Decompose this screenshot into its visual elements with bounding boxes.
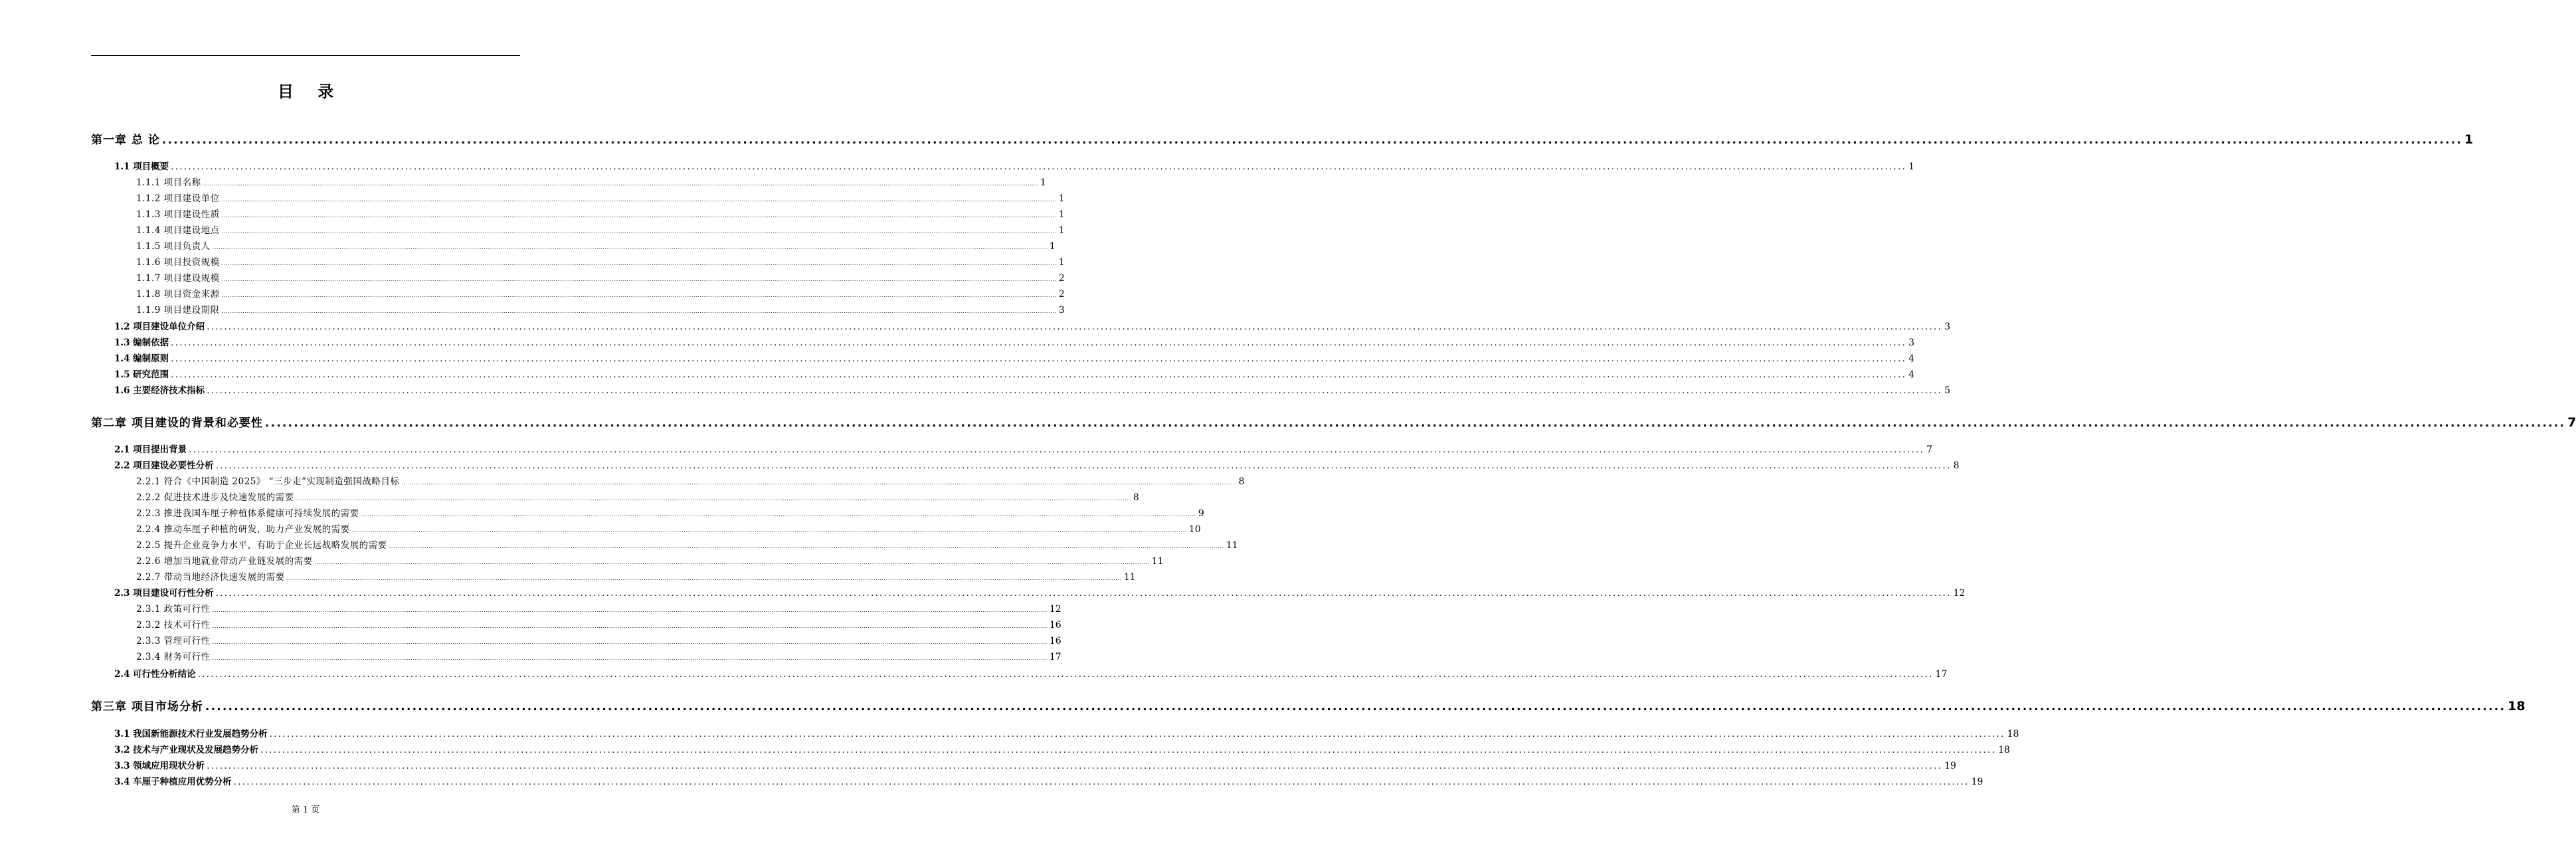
toc-entry-label: 1.1 项目概要	[114, 161, 169, 172]
toc-dot-leader: ................................................................................................................................................................................................................................................................................................................................................................................................................	[221, 197, 1057, 203]
toc-entry-page-number: 3	[1908, 337, 1915, 348]
toc-section-entry[interactable]	[114, 335, 1915, 348]
toc-subsection-entry[interactable]	[136, 254, 1065, 268]
toc-subsection-entry[interactable]	[136, 474, 1245, 487]
toc-entry-page-number: 7	[1926, 444, 1933, 455]
toc-entry-label: 1.4 编制原则	[114, 353, 169, 364]
toc-section-entry[interactable]	[114, 319, 1951, 332]
toc-section-entry[interactable]	[114, 159, 1915, 172]
toc-section-entry[interactable]	[114, 742, 2010, 755]
toc-entry-label: 2.2.6 增加当地就业带动产业链发展的需要	[136, 556, 313, 567]
toc-entry-page-number: 16	[1049, 620, 1061, 630]
toc-entry-label: 1.1.4 项目建设地点	[136, 225, 220, 236]
toc-subsection-entry[interactable]	[136, 649, 1061, 662]
toc-entry-label: 3.2 技术与产业现状及发展趋势分析	[114, 745, 259, 755]
toc-entry-page-number: 18	[1998, 745, 2010, 755]
toc-entry-label: 1.1.7 项目建设规模	[136, 273, 220, 284]
toc-dot-leader: ................................................................................................................................................................................................................................................................................................................................................................................................................	[221, 292, 1057, 298]
toc-title: 目 录	[277, 82, 343, 101]
toc-entry-page-number: 8	[1133, 492, 1139, 503]
toc-dot-leader: ................................................................................................................................................................................................................................................................................................................................................................................................................	[197, 670, 1934, 680]
toc-entry-page-number: 17	[1935, 669, 1948, 680]
toc-subsection-entry[interactable]	[136, 490, 1139, 503]
toc-entry-label: 2.2 项目建设必要性分析	[114, 460, 214, 471]
toc-entry-label: 2.2.7 带动当地经济快速发展的需要	[136, 572, 285, 583]
toc-dot-leader: ................................................................................................................................................................................................................................................................................................................................................................................................................	[215, 461, 1952, 471]
toc-dot-leader: ................................................................................................................................................................................................................................................................................................................................................................................................................	[212, 244, 1048, 250]
toc-dot-leader: ................................................................................................................................................................................................................................................................................................................................................................................................................	[203, 181, 1038, 187]
toc-dot-leader: ................................................................................................................................................................................................................................................................................................................................................................................................................	[221, 260, 1057, 266]
toc-entry-label: 第一章 总 论	[91, 134, 160, 147]
toc-section-entry[interactable]	[114, 585, 1966, 599]
toc-section-entry[interactable]	[114, 758, 1956, 771]
toc-subsection-entry[interactable]	[136, 286, 1065, 300]
toc-entry-label: 3.3 领域应用现状分析	[114, 761, 205, 771]
toc-subsection-entry[interactable]	[136, 569, 1136, 583]
page-footer: 第 1 页	[291, 805, 320, 815]
toc-entry-label: 3.4 车厘子种植应用优势分析	[114, 777, 232, 787]
toc-dot-leader: ................................................................................................................................................................................................................................................................................................................................................................................................................	[221, 213, 1057, 219]
toc-entry-label: 1.1.6 项目投资规模	[136, 257, 220, 268]
toc-entry-page-number: 1	[1040, 177, 1046, 188]
toc-entry-label: 2.3.4 财务可行性	[136, 652, 211, 662]
toc-entry-page-number: 8	[1238, 476, 1245, 487]
toc-subsection-entry[interactable]	[136, 537, 1238, 551]
toc-dot-leader: ................................................................................................................................................................................................................................................................................................................................................................................................................	[171, 370, 1907, 380]
toc-entry-page-number: 2	[1058, 273, 1065, 284]
toc-dot-leader: ................................................................................................................................................................................................................................................................................................................................................................................................................	[212, 655, 1048, 661]
toc-entry-label: 1.5 研究范围	[114, 369, 169, 380]
toc-chapter-entry[interactable]	[91, 413, 2576, 431]
toc-dot-leader: ................................................................................................................................................................................................................................................................................................................................................................................................................	[207, 322, 1943, 332]
toc-dot-leader: ................................................................................................................................................................................................................................................................................................................................................................................................................	[221, 308, 1057, 314]
toc-subsection-entry[interactable]	[136, 175, 1046, 188]
toc-entry-page-number: 10	[1188, 524, 1201, 535]
toc-entry-label: 1.1.8 项目资金来源	[136, 289, 220, 300]
toc-entry-page-number: 1	[1058, 193, 1065, 204]
toc-entry-page-number: 16	[1049, 636, 1061, 646]
toc-subsection-entry[interactable]	[136, 191, 1065, 204]
toc-subsection-entry[interactable]	[136, 207, 1065, 220]
toc-entry-label: 2.1 项目提出背景	[114, 444, 187, 455]
toc-dot-leader: ................................................................................................................................................................................................................................................................................................................................................................................................................	[269, 729, 2005, 739]
toc-entry-page-number: 12	[1049, 604, 1061, 615]
toc-section-entry[interactable]	[114, 367, 1915, 380]
toc-dot-leader: ................................................................................................................................................................................................................................................................................................................................................................................................................	[401, 480, 1237, 486]
toc-entry-page-number: 1	[1058, 257, 1065, 268]
toc-dot-leader: ................................................................................................................................................................................................................................................................................................................................................................................................................	[207, 386, 1943, 396]
toc-section-entry[interactable]	[114, 726, 2019, 739]
toc-entry-page-number: 1	[2464, 132, 2474, 147]
toc-section-entry[interactable]	[114, 666, 1948, 680]
toc-entry-page-number: 11	[1226, 540, 1238, 551]
toc-entry-page-number: 1	[1058, 209, 1065, 220]
toc-entry-label: 2.2.2 促进技术进步及快速发展的需要	[136, 492, 294, 503]
toc-entry-page-number: 18	[2508, 699, 2526, 714]
toc-subsection-entry[interactable]	[136, 601, 1061, 615]
toc-entry-page-number: 19	[1971, 777, 1983, 787]
toc-dot-leader: ................................................................................................................................................................................................................................................................................................................................................................................................................	[212, 607, 1048, 613]
toc-dot-leader: ................................................................................................................................................................................................................................................................................................................................................................................................................	[361, 512, 1196, 518]
toc-entry-label: 2.4 可行性分析结论	[114, 669, 196, 680]
toc-entry-page-number: 8	[1953, 460, 1960, 471]
toc-chapter-entry[interactable]	[91, 697, 2526, 714]
toc-dot-leader: ................................................................................................................................................................................................................................................................................................................................................................................................................	[212, 623, 1048, 629]
toc-dot-leader: ................................................................................................................................................................................................................................................................................................................................................................................................................	[171, 162, 1907, 172]
toc-entry-label: 1.1.1 项目名称	[136, 177, 201, 188]
toc-entry-page-number: 3	[1944, 322, 1951, 332]
toc-entry-label: 2.2.3 推进我国车厘子种植体系健康可持续发展的需要	[136, 508, 359, 519]
toc-entry-page-number: 3	[1058, 305, 1065, 316]
toc-entry-label: 1.1.5 项目负责人	[136, 241, 211, 252]
toc-dot-leader: ................................................................................................................................................................................................................................................................................................................................................................................................................	[212, 639, 1048, 645]
toc-entry-label: 1.3 编制依据	[114, 337, 169, 348]
toc-entry-page-number: 1	[1049, 241, 1056, 252]
toc-subsection-entry[interactable]	[136, 239, 1056, 252]
toc-section-entry[interactable]	[114, 383, 1951, 396]
toc-chapter-entry[interactable]	[91, 130, 2474, 147]
toc-dot-leader: ................................................................................................................................................................................................................................................................................................................................................................................................................	[161, 134, 2463, 147]
toc-entry-label: 1.1.3 项目建设性质	[136, 209, 220, 220]
toc-entry-label: 2.3.1 政策可行性	[136, 604, 211, 615]
toc-dot-leader: ................................................................................................................................................................................................................................................................................................................................................................................................................	[215, 589, 1952, 599]
toc-section-entry[interactable]	[114, 774, 1983, 787]
toc-entry-label: 3.1 我国新能源技术行业发展趋势分析	[114, 729, 268, 739]
toc-section-entry[interactable]	[114, 442, 1933, 455]
toc-entry-page-number: 7	[2567, 415, 2576, 430]
toc-subsection-entry[interactable]	[136, 223, 1065, 236]
toc-dot-leader: ................................................................................................................................................................................................................................................................................................................................................................................................................	[207, 761, 1943, 771]
toc-entry-label: 1.6 主要经济技术指标	[114, 385, 205, 396]
toc-subsection-entry[interactable]	[136, 617, 1061, 630]
toc-entry-page-number: 2	[1058, 289, 1065, 300]
toc-entry-page-number: 9	[1198, 508, 1204, 519]
toc-entry-label: 1.2 项目建设单位介绍	[114, 322, 205, 332]
toc-dot-leader: ................................................................................................................................................................................................................................................................................................................................................................................................................	[296, 496, 1131, 502]
toc-entry-label: 2.3.3 管理可行性	[136, 636, 211, 646]
toc-dot-leader: ................................................................................................................................................................................................................................................................................................................................................................................................................	[286, 575, 1122, 581]
toc-dot-leader: ................................................................................................................................................................................................................................................................................................................................................................................................................	[314, 559, 1150, 565]
toc-dot-leader: ................................................................................................................................................................................................................................................................................................................................................................................................................	[221, 276, 1057, 282]
toc-dot-leader: ................................................................................................................................................................................................................................................................................................................................................................................................................	[171, 338, 1907, 348]
toc-dot-leader: ................................................................................................................................................................................................................................................................................................................................................................................................................	[264, 417, 2566, 430]
toc-subsection-entry[interactable]	[136, 633, 1061, 646]
toc-entry-page-number: 1	[1908, 161, 1915, 172]
toc-dot-leader: ................................................................................................................................................................................................................................................................................................................................................................................................................	[389, 543, 1224, 549]
toc-subsection-entry[interactable]	[136, 553, 1164, 567]
toc-subsection-entry[interactable]	[136, 270, 1065, 284]
toc-entry-page-number: 18	[2007, 729, 2019, 739]
toc-subsection-entry[interactable]	[136, 506, 1204, 519]
toc-section-entry[interactable]	[114, 351, 1915, 364]
toc-entry-label: 1.1.9 项目建设期限	[136, 305, 220, 316]
toc-entry-page-number: 11	[1123, 572, 1136, 583]
toc-dot-leader: ................................................................................................................................................................................................................................................................................................................................................................................................................	[171, 354, 1907, 364]
toc-dot-leader: ................................................................................................................................................................................................................................................................................................................................................................................................................	[205, 700, 2506, 714]
toc-entry-label: 第二章 项目建设的背景和必要性	[91, 417, 263, 430]
toc-entry-label: 1.1.2 项目建设单位	[136, 193, 220, 204]
toc-subsection-entry[interactable]	[136, 302, 1065, 316]
toc-entry-page-number: 1	[1058, 225, 1065, 236]
toc-dot-leader: ................................................................................................................................................................................................................................................................................................................................................................................................................	[351, 528, 1187, 533]
toc-entry-page-number: 11	[1151, 556, 1164, 567]
toc-entry-label: 2.2.5 提升企业竞争力水平，有助于企业长远战略发展的需要	[136, 540, 387, 551]
toc-entry-page-number: 12	[1953, 588, 1966, 599]
toc-dot-leader: ................................................................................................................................................................................................................................................................................................................................................................................................................	[233, 777, 1970, 787]
toc-entry-label: 2.3.2 技术可行性	[136, 620, 211, 630]
toc-section-entry[interactable]	[114, 458, 1960, 471]
toc-entry-page-number: 4	[1908, 353, 1915, 364]
toc-dot-leader: ................................................................................................................................................................................................................................................................................................................................................................................................................	[260, 745, 1997, 755]
toc-entry-label: 2.2.1 符合《中国制造 2025》 “三步走”实现制造强国战略目标	[136, 476, 400, 487]
toc-dot-leader: ................................................................................................................................................................................................................................................................................................................................................................................................................	[221, 229, 1057, 235]
toc-entry-label: 第三章 项目市场分析	[91, 700, 203, 714]
toc-entry-page-number: 19	[1944, 761, 1956, 771]
toc-entry-label: 2.2.4 推动车厘子种植的研发，助力产业发展的需要	[136, 524, 350, 535]
toc-dot-leader: ................................................................................................................................................................................................................................................................................................................................................................................................................	[189, 445, 1925, 455]
toc-entry-label: 2.3 项目建设可行性分析	[114, 588, 214, 599]
toc-entry-page-number: 4	[1908, 369, 1915, 380]
toc-subsection-entry[interactable]	[136, 522, 1201, 535]
toc-entry-page-number: 17	[1049, 652, 1061, 662]
toc-entry-page-number: 5	[1944, 385, 1951, 396]
